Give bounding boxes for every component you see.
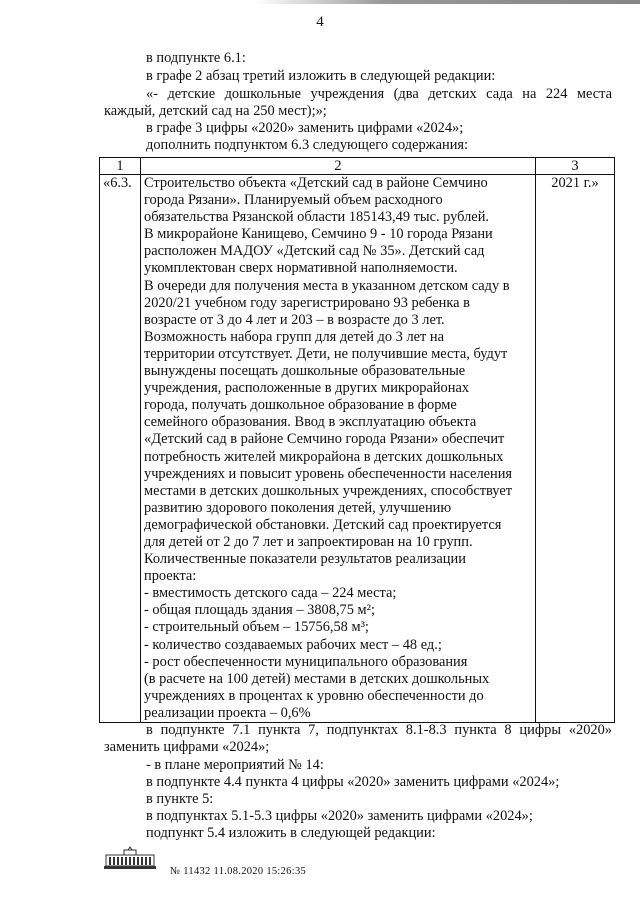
after-line-5: в пункте 5: <box>146 791 214 807</box>
after-line-1-text: в подпункте 7.1 пункта 7, подпунктах 8.1-8.3 пункта 8 цифры «2020» <box>146 722 612 738</box>
description-line: семейного образования. Ввод в эксплуатацию объекта <box>144 414 477 431</box>
intro-line-3b: каждый, детский сад на 250 мест);»; <box>104 103 327 119</box>
item-description <box>141 175 536 723</box>
description-line: - строительный объем – 15756,58 м³; <box>144 619 369 636</box>
intro-line-1: в подпункте 6.1: <box>146 50 246 66</box>
intro-line-3a <box>104 86 612 103</box>
table-header-row <box>100 158 615 175</box>
description-line: демографической обстановки. Детский сад проектируется <box>144 516 502 533</box>
description-line: Количественные показатели результатов реализации <box>144 551 466 568</box>
description-line: развитию здорового поколения детей, улучшению <box>144 499 452 516</box>
column-header-3: 3 <box>536 158 615 175</box>
description-line: для детей от 2 до 7 лет и запроектирован на 10 групп. <box>144 533 473 550</box>
description-line: города, получать дошкольное образование в форме <box>144 397 457 414</box>
description-line: учреждения, расположенные в других микрорайонах <box>144 380 470 397</box>
description-line: обязательства Рязанской области 185143,49 тыс. рублей. <box>144 209 489 226</box>
description-line: территории отсутствует. Дети, не получившие места, будут <box>144 345 508 362</box>
description-line: вынуждены посещать дошкольные образовательные <box>144 363 466 380</box>
description-line: реализации проекта – 0,6% <box>144 704 311 721</box>
page-number: 4 <box>316 14 324 30</box>
description-line: В микрорайоне Канищево, Семчино 9 - 10 города Рязани <box>144 226 493 243</box>
registration-stamp: № 11432 11.08.2020 15:26:35 <box>170 866 307 877</box>
description-line: - вместимость детского сада – 224 места; <box>144 585 397 602</box>
scan-edge <box>0 0 640 4</box>
after-line-4: в подпункте 4.4 пункта 4 цифры «2020» заменить цифрами «2024»; <box>146 774 560 790</box>
description-line: города Рязани». Планируемый объем расходного <box>144 192 443 209</box>
description-line: Строительство объекта «Детский сад в районе Семчино <box>144 175 488 191</box>
description-line: В очереди для получения места в указанном детском саду в <box>144 277 510 294</box>
intro-line-2: в графе 2 абзац третий изложить в следующей редакции: <box>146 68 496 84</box>
item-year: 2021 г.» <box>536 175 615 723</box>
description-line: расположен МАДОУ «Детский сад № 35». Детский сад <box>144 243 485 260</box>
description-line: учреждениях в процентах к уровню обеспеченности до <box>144 687 484 704</box>
description-line: - количество создаваемых рабочих мест – 48 ед.; <box>144 636 442 653</box>
column-header-2: 2 <box>141 158 536 175</box>
description-line: учреждениях и повысит уровень обеспеченности населения <box>144 465 513 482</box>
description-line: - рост обеспеченности муниципального образования <box>144 653 468 670</box>
description-line: укомплектован сверх нормативной наполняемости. <box>144 260 458 277</box>
description-line: «Детский сад в районе Семчино города Рязани» обеспечит <box>144 431 505 448</box>
after-line-6: в подпунктах 5.1-5.3 цифры «2020» заменить цифрами «2024»; <box>146 808 533 824</box>
intro-line-5: дополнить подпунктом 6.3 следующего содержания: <box>146 137 469 153</box>
description-line: Возможность набора групп для детей до 3 лет на <box>144 328 444 345</box>
table-row <box>100 175 615 723</box>
description-line: возрасте от 3 до 4 лет и 203 – в возрасте до 3 лет. <box>144 311 445 328</box>
item-number: «6.3. <box>100 175 141 723</box>
intro-line-4: в графе 3 цифры «2020» заменить цифрами «2024»; <box>146 120 464 136</box>
description-line: проекта: <box>144 568 197 585</box>
column-header-1: 1 <box>100 158 141 175</box>
after-line-1 <box>104 722 612 739</box>
description-line: местами в детских дошкольных учреждениях, способствует <box>144 482 512 499</box>
government-building-logo <box>103 846 157 870</box>
after-line-7: подпункт 5.4 изложить в следующей редакции: <box>146 825 436 841</box>
amendment-table <box>99 157 615 723</box>
description-line: (в расчете на 100 детей) местами в детских дошкольных <box>144 670 490 687</box>
description-line: - общая площадь здания – 3808,75 м²; <box>144 602 375 619</box>
description-line: потребность жителей микрорайона в детских дошкольных <box>144 448 504 465</box>
after-line-3: - в плане мероприятий № 14: <box>146 757 324 773</box>
description-line: 2020/21 учебном году зарегистрировано 93 ребенка в <box>144 294 470 311</box>
after-line-2: заменить цифрами «2024»; <box>104 739 270 755</box>
intro-line-3a-text: «- детские дошкольные учреждения (два детских сада на 224 места <box>146 86 612 102</box>
